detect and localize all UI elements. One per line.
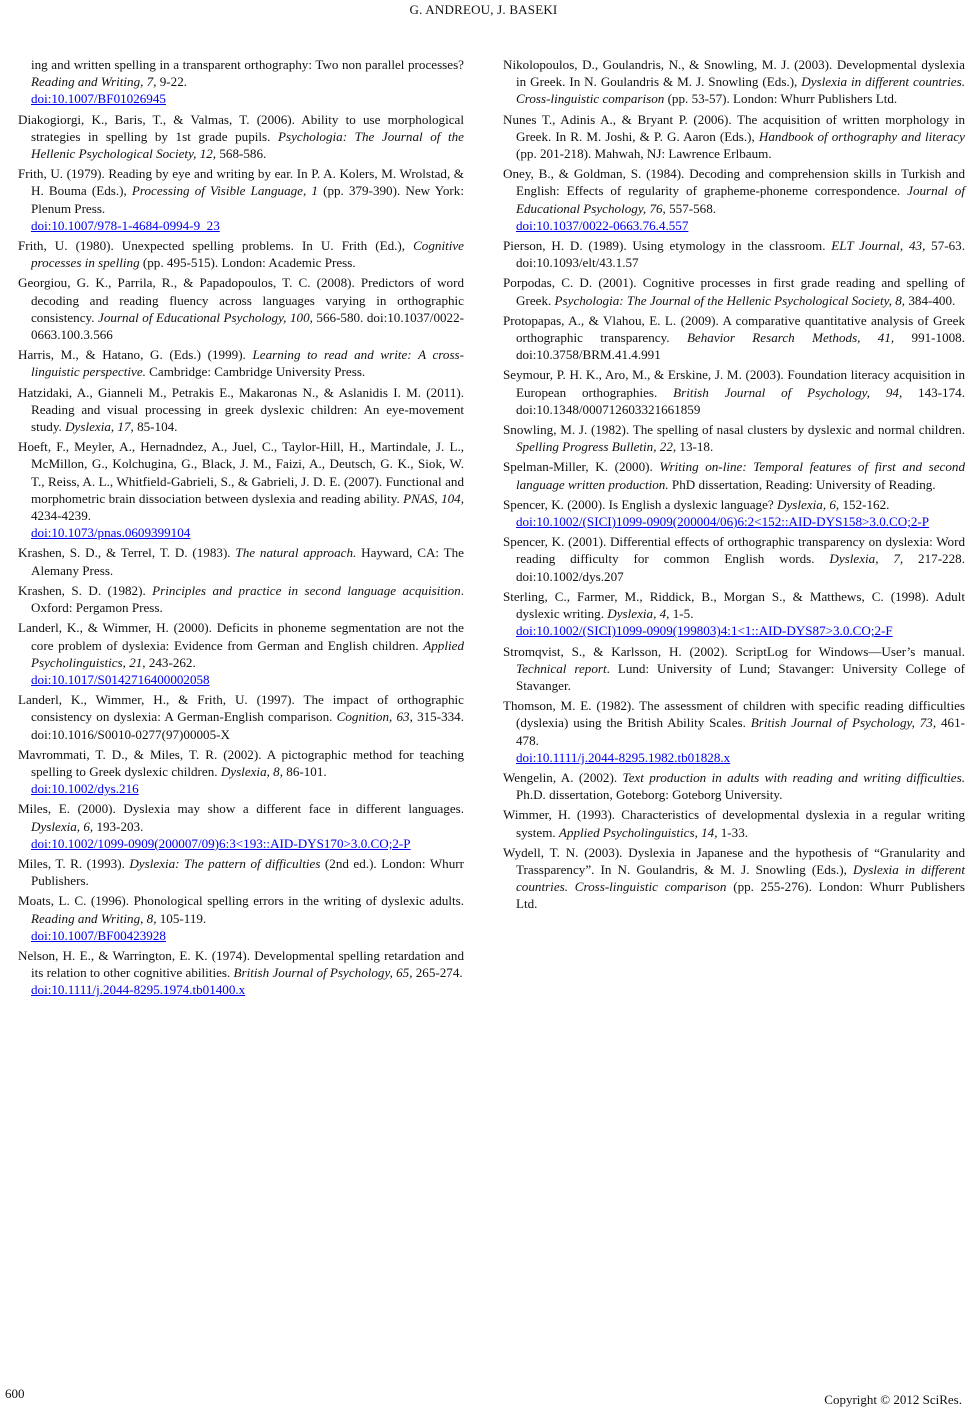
reference-source: Psychologia: The Journal of the Hellenic Psychological Society, 12, <box>31 128 464 162</box>
reference-source: Dyslexia: The pattern of difficulties <box>129 855 321 871</box>
copyright-notice: Copyright © 2012 SciRes. <box>824 1392 962 1407</box>
reference-details: PhD dissertation, Reading: University of Reading. <box>668 476 936 492</box>
reference-text: Spencer, K. (2001). Differential effects of orthographic transparency on dyslexia: Word reading difficulty for common English words. <box>503 534 965 567</box>
reference-entry <box>18 384 464 436</box>
reference-entry <box>503 165 965 234</box>
reference-details: (pp. 201-218). Mahwah, NJ: Lawrence Erlbaum. <box>516 146 772 162</box>
doi-link[interactable]: doi:10.1037/0022-0663.76.4.557 <box>516 217 689 233</box>
reference-text: Landerl, K., & Wimmer, H. (2000). Deficits in phoneme segmentation are not the core problem of dyslexia: Evidence from German and English children. <box>18 620 464 653</box>
reference-entry <box>18 800 464 852</box>
reference-details: 384-400. <box>905 292 956 308</box>
reference-text: Nikolopoulos, D., Goulandris, N., & Snowling, M. J. (2003). Developmental dyslexia in Greek. In N. Goulandris & M. J. Snowling (Eds.), <box>503 57 965 90</box>
reference-source: Processing of Visible Language, 1 <box>131 183 318 199</box>
reference-text: Nelson, H. E., & Warrington, E. K. (1974). Developmental spelling retardation and its relation to other cognitive abilities. <box>18 947 464 981</box>
reference-entry <box>503 806 965 840</box>
reference-text: Krashen, S. D. (1982). <box>18 582 153 598</box>
doi-link[interactable]: doi:10.1017/S0142716400002058 <box>31 671 210 687</box>
reference-text: Sterling, C., Farmer, M., Riddick, B., Morgan S., & Matthews, C. (1998). Adult dyslexic writing. <box>503 588 965 622</box>
reference-source: Applied Psycholinguistics, 21, <box>31 637 464 670</box>
doi-link[interactable]: doi:10.1002/dys.216 <box>31 781 139 797</box>
reference-text: Oney, B., & Goldman, S. (1984). Decoding and comprehension skills in Turkish and English: Effects of regularity of grapheme-phoneme correspondence. <box>503 166 965 199</box>
reference-text: ing and written spelling in a transparent orthography: Two non parallel processes? <box>31 57 464 72</box>
reference-entry <box>18 274 464 343</box>
reference-entry <box>503 421 965 455</box>
reference-text: Wengelin, A. (2002). <box>503 769 623 785</box>
reference-entry <box>503 274 965 308</box>
running-head: G. ANDREOU, J. BASEKI <box>409 2 558 17</box>
reference-source: Journal of Educational Psychology, 100, <box>98 309 313 325</box>
reference-source: Dyslexia, 17, <box>65 419 134 435</box>
reference-text: Frith, U. (1980). Unexpected spelling problems. In U. Frith (Ed.), <box>18 238 414 254</box>
reference-entry <box>18 691 464 743</box>
reference-text: Protopapas, A., & Vlahou, E. L. (2009). A comparative quantitative analysis of Greek orthographic transparency. <box>503 312 965 346</box>
reference-details: 105-119. <box>156 910 207 926</box>
reference-entry <box>18 544 464 578</box>
reference-entry <box>503 56 965 108</box>
reference-details: 4234-4239. <box>31 508 92 524</box>
reference-entry <box>18 438 464 541</box>
reference-entry <box>18 165 464 234</box>
reference-entry <box>18 111 464 163</box>
reference-column-right <box>503 56 965 916</box>
reference-details: Cambridge: Cambridge University Press. <box>145 364 366 380</box>
reference-source: The natural approach. <box>235 545 357 561</box>
reference-text: Pierson, H. D. (1989). Using etymology in the classroom. <box>503 238 832 254</box>
reference-entry <box>503 769 965 803</box>
reference-details: (pp. 379-390). New York: Plenum Press. <box>31 183 464 216</box>
reference-details: 265-274. <box>412 965 463 981</box>
reference-source: ELT Journal, 43, <box>831 238 926 254</box>
reference-details: 566-580. doi:10.1037/0022-0663.100.3.566 <box>31 309 464 343</box>
reference-entry <box>18 346 464 380</box>
page-number: 600 <box>5 1386 25 1401</box>
reference-text: Spelman-Miller, K. (2000). <box>503 459 660 475</box>
reference-source: Dyslexia, 6, <box>31 818 94 834</box>
reference-source: British Journal of Psychology, 73, <box>750 715 937 731</box>
reference-source: Spelling Progress Bulletin, 22, <box>516 439 677 455</box>
reference-details: (pp. 495-515). London: Academic Press. <box>139 255 356 271</box>
reference-details: 217-228. doi:10.1002/dys.207 <box>516 551 965 584</box>
doi-link[interactable]: doi:10.1002/(SICI)1099-0909(199803)4:1<1::AID-DYS87>3.0.CO;2-F <box>516 623 893 639</box>
reference-source: Cognition, 63, <box>336 709 413 725</box>
reference-details: (2nd ed.). London: Whurr Publishers. <box>31 855 464 889</box>
reference-details: 1-33. <box>717 824 749 840</box>
reference-entry <box>503 588 965 640</box>
reference-text: Wimmer, H. (1993). Characteristics of developmental dyslexia in a regular writing system. <box>503 807 965 840</box>
reference-source: Dyslexia, 6, <box>777 496 840 512</box>
reference-text: Mavrommati, T. D., & Miles, T. R. (2002). A pictographic method for teaching spelling to Greek dyslexic children. <box>18 746 464 779</box>
reference-source: Writing on-line: Temporal features of first and second language written production. <box>516 459 966 492</box>
reference-text: Diakogiorgi, K., Baris, T., & Valmas, T. (2006). Ability to use morphological strategies in spelling by 1st grade pupils. <box>18 111 464 144</box>
reference-details: 315-334. doi:10.1016/S0010-0277(97)00005-X <box>31 709 464 742</box>
reference-source: Dyslexia, 8, <box>220 763 283 779</box>
reference-entry <box>503 237 965 271</box>
reference-entry <box>503 844 965 913</box>
reference-text: Thomson, M. E. (1982). The assessment of children with specific reading difficulties (dyslexia) using the British Ability Scales. <box>503 698 965 731</box>
reference-source: Principles and practice in second language acquisition <box>152 582 461 598</box>
reference-source: Dyslexia in different countries. Cross-linguistic comparison <box>516 74 965 107</box>
reference-text: Krashen, S. D., & Terrel, T. D. (1983). <box>18 545 236 561</box>
reference-text: Spencer, K. (2000). Is English a dyslexic language? <box>503 496 778 512</box>
reference-source: PNAS, 104, <box>403 490 464 506</box>
reference-entry <box>18 56 464 108</box>
reference-details: 243-262. <box>145 654 196 670</box>
reference-source: British Journal of Psychology, 65, <box>233 965 413 981</box>
doi-link[interactable]: doi:10.1007/BF01026945 <box>31 91 166 107</box>
reference-entry <box>18 582 464 616</box>
reference-details: Hayward, CA: The Alemany Press. <box>31 545 464 578</box>
reference-source: Reading and Writing, 7, <box>31 74 157 90</box>
reference-details: 461-478. <box>516 715 965 748</box>
reference-entry <box>503 533 965 585</box>
reference-text: Seymour, P. H. K., Aro, M., & Erskine, J. M. (2003). Foundation literacy acquisition in European orthographies. <box>503 367 965 400</box>
reference-source: Dyslexia, 7, <box>829 551 904 567</box>
doi-link[interactable]: doi:10.1007/978-1-4684-0994-9_23 <box>31 217 220 233</box>
reference-entry <box>503 643 965 695</box>
doi-link[interactable]: doi:10.1002/(SICI)1099-0909(200004/06)6:2<152::AID-DYS158>3.0.CO;2-P <box>516 514 930 530</box>
reference-details: 143-174. doi:10.1348/000712603321661859 <box>516 384 965 417</box>
reference-source: Psychologia: The Journal of the Hellenic Psychological Society, 8, <box>554 292 906 308</box>
reference-details: 1-5. <box>669 606 694 622</box>
reference-text: Porpodas, C. D. (2001). Cognitive processes in first grade reading and spelling of Greek. <box>503 275 965 308</box>
reference-text: Miles, T. R. (1993). <box>18 855 130 871</box>
reference-entry <box>503 697 965 766</box>
reference-source: Handbook of orthography and literacy <box>758 128 965 144</box>
reference-text: Hoeft, F., Meyler, A., Hernadndez, A., Juel, C., Taylor-Hill, H., Martindale, J. L., McMillon, G., Kolchugina, G., Black, J. M., Faizi, A., Deutsch, G. K., Siok, W. T., Reiss, A. L., Whitfield-Gabrieli, S., & Gabrieli, J. D. E. (2007). Functional and morphometric brain dissociation between dyslexia and reading ability. <box>18 439 464 506</box>
reference-details: 86-101. <box>283 763 327 779</box>
doi-link[interactable]: doi:10.1002/1099-0909(200007/09)6:3<193::AID-DYS170>3.0.CO;2-P <box>31 835 411 851</box>
reference-text: Harris, M., & Hatano, G. (Eds.) (1999). <box>18 347 253 363</box>
reference-entry <box>503 366 965 418</box>
reference-entry <box>18 746 464 798</box>
reference-entry <box>503 458 965 492</box>
reference-text: Frith, U. (1979). Reading by eye and writing by ear. In P. A. Kolers, M. Wrolstad, & H. Bouma (Eds.), <box>18 166 464 199</box>
reference-details: 57-63. doi:10.1093/elt/43.1.57 <box>516 238 965 271</box>
reference-source: Dyslexia in different countries. Cross-linguistic comparison <box>516 861 965 895</box>
reference-details: . Oxford: Pergamon Press. <box>31 582 464 616</box>
reference-text: Hatzidaki, A., Gianneli M., Petrakis E., Makaronas N., & Aslanidis I. M. (2011). Reading and visual processing in greek dyslexic children: An eye-movement study. <box>18 384 464 435</box>
doi-link[interactable]: doi:10.1111/j.2044-8295.1982.tb01828.x <box>516 749 731 765</box>
doi-link[interactable]: doi:10.1073/pnas.0609399104 <box>31 525 191 541</box>
reference-details: 557-568. <box>665 200 717 216</box>
reference-details: Ph.D. dissertation, Goteborg: Goteborg University. <box>516 787 783 803</box>
reference-details: 9-22. <box>156 74 188 90</box>
reference-column-left <box>18 56 464 1002</box>
reference-details: 152-162. <box>839 496 890 512</box>
reference-entry <box>18 619 464 688</box>
reference-details: (pp. 53-57). London: Whurr Publishers Ltd. <box>664 91 898 107</box>
reference-source: Reading and Writing, 8, <box>31 910 157 926</box>
reference-details: 193-203. <box>93 818 144 834</box>
reference-source: Learning to read and write: A cross-linguistic perspective. <box>31 347 464 380</box>
reference-text: Stromqvist, S., & Karlsson, H. (2002). ScriptLog for Windows—User’s manual. <box>503 643 965 659</box>
reference-text: Landerl, K., Wimmer, H., & Frith, U. (1997). The impact of orthographic consistency on dyslexia: A German-English comparison. <box>18 692 464 725</box>
reference-text: Nunes T., Adinis A., & Bryant P. (2006). The acquisition of written morphology in Greek. In R. M. Joshi, & P. G. Aaron (Eds.), <box>503 111 965 144</box>
reference-details: (pp. 255-276). London: Whurr Publishers Ltd. <box>516 879 965 912</box>
reference-entry <box>18 855 464 889</box>
reference-source: Cognitive processes in spelling <box>31 238 464 271</box>
reference-source: Behavior Resarch Methods, 41, <box>686 330 895 346</box>
reference-details: 85-104. <box>133 419 178 435</box>
reference-source: Journal of Educational Psychology, 76, <box>516 183 965 216</box>
reference-source: Technical report <box>516 660 607 676</box>
reference-entry <box>18 892 464 944</box>
reference-text: Georgiou, G. K., Parrila, R., & Papadopoulos, T. C. (2008). Predictors of word decoding and reading fluency across languages varying in orthographic consistency. <box>18 275 464 325</box>
reference-source: Text production in adults with reading and writing difficulties. <box>622 769 965 785</box>
doi-link[interactable]: doi:10.1007/BF00423928 <box>31 927 166 943</box>
reference-details: . Lund: University of Lund; Stavanger: University College of Stavanger. <box>516 660 966 693</box>
reference-entry <box>18 947 464 999</box>
reference-text: Moats, L. C. (1996). Phonological spelling errors in the writing of dyslexic adults. <box>18 893 464 909</box>
reference-text: Miles, E. (2000). Dyslexia may show a different face in different languages. <box>18 801 464 817</box>
reference-source: British Journal of Psychology, 94, <box>673 384 903 400</box>
reference-details: 13-18. <box>676 439 714 455</box>
reference-text: Wydell, T. N. (2003). Dyslexia in Japanese and the hypothesis of “Granularity and Trassparency”. In N. Goulandris, & M. J. Snowling (Eds.), <box>503 844 965 877</box>
reference-entry <box>18 237 464 271</box>
reference-details: 568-586. <box>216 146 267 162</box>
reference-details: 991-1008. doi:10.3758/BRM.41.4.991 <box>516 330 965 363</box>
reference-source: Applied Psycholinguistics, 14, <box>558 824 718 840</box>
reference-source: Dyslexia, 4, <box>607 606 670 622</box>
doi-link[interactable]: doi:10.1111/j.2044-8295.1974.tb01400.x <box>31 982 246 998</box>
reference-text: Snowling, M. J. (1982). The spelling of nasal clusters by dyslexic and normal children. <box>503 422 965 438</box>
reference-entry <box>503 111 965 163</box>
reference-entry <box>503 496 965 530</box>
reference-entry <box>503 312 965 364</box>
